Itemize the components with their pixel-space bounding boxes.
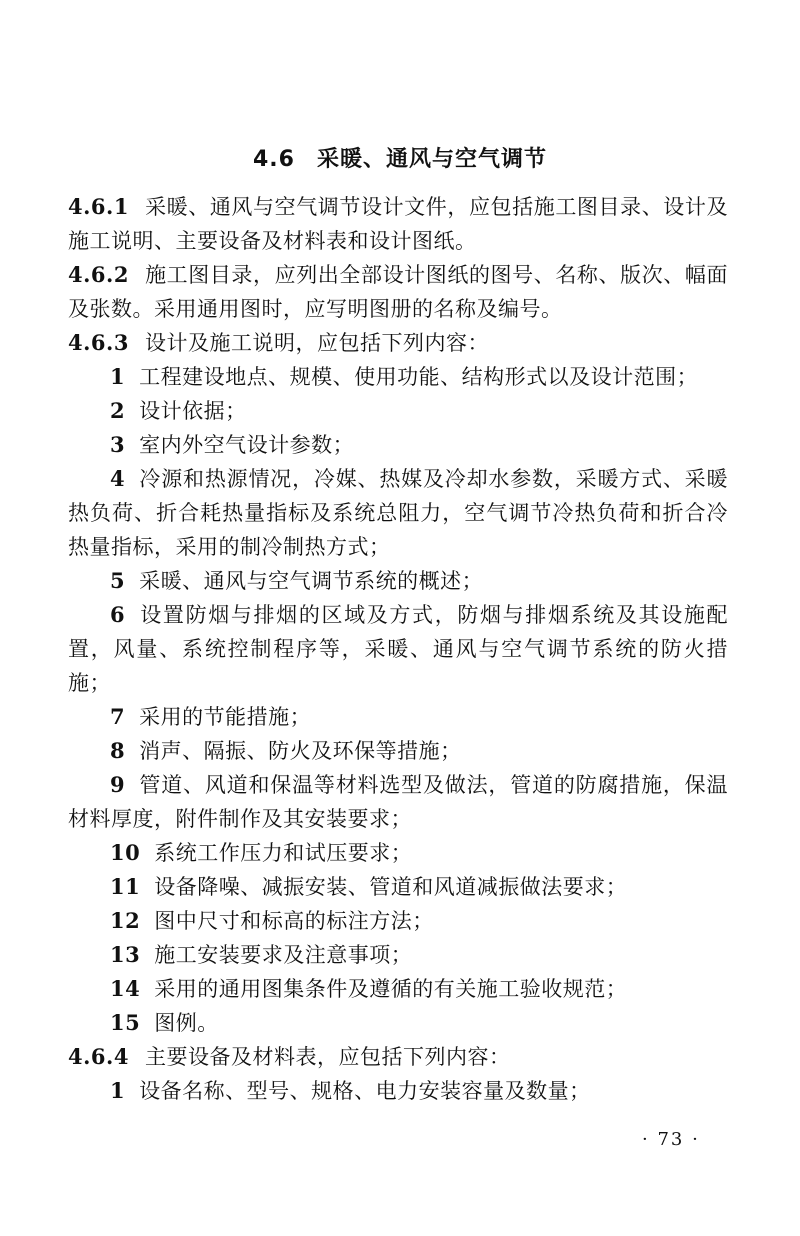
list-item: [68, 598, 728, 700]
list-item: [68, 428, 728, 462]
clause-number: 4.6.3: [68, 330, 129, 355]
clause-text: 设计及施工说明，应包括下列内容：: [144, 331, 489, 355]
list-item: [68, 870, 728, 904]
page-number: · 73 ·: [642, 1129, 700, 1150]
item-number: 6: [110, 602, 126, 627]
item-number: 3: [110, 432, 126, 457]
item-text: 图中尺寸和标高的标注方法；: [154, 909, 434, 933]
list-item: [68, 836, 728, 870]
item-text: 设置防烟与排烟的区域及方式，防烟与排烟系统及其设施配置，风量、系统控制程序等，采暖、通风与空气调节系统的防火措施；: [68, 603, 728, 695]
list-item: [68, 904, 728, 938]
item-number: 11: [110, 874, 141, 899]
section-heading: [0, 142, 800, 173]
item-number: 8: [110, 738, 126, 763]
item-text: 室内外空气设计参数；: [139, 433, 355, 457]
clause-text: 主要设备及材料表，应包括下列内容：: [144, 1045, 511, 1069]
list-item: [68, 564, 728, 598]
item-number: 10: [110, 840, 141, 865]
item-number: 5: [110, 568, 126, 593]
list-item: [68, 1074, 728, 1108]
clause-text: 施工图目录，应列出全部设计图纸的图号、名称、版次、幅面及张数。采用通用图时，应写明图册的名称及编号。: [68, 263, 728, 321]
clause-text: 采暖、通风与空气调节设计文件，应包括施工图目录、设计及施工说明、主要设备及材料表和设计图纸。: [68, 195, 728, 253]
item-number: 12: [110, 908, 141, 933]
clause-number: 4.6.1: [68, 194, 129, 219]
item-number: 2: [110, 398, 126, 423]
item-text: 设备降噪、减振安装、管道和风道减振做法要求；: [154, 875, 628, 899]
item-number: 7: [110, 704, 126, 729]
list-item: [68, 360, 728, 394]
section-number: 4.6: [253, 147, 295, 172]
list-item: [68, 1006, 728, 1040]
clause-4-6-3: [68, 326, 728, 360]
item-text: 采用的节能措施；: [139, 705, 312, 729]
list-item: [68, 938, 728, 972]
section-title: 采暖、通风与空气调节: [316, 147, 547, 172]
item-text: 设计依据；: [139, 399, 247, 423]
item-text: 设备名称、型号、规格、电力安装容量及数量；: [139, 1079, 591, 1103]
item-number: 15: [110, 1010, 141, 1035]
item-text: 图例。: [154, 1011, 219, 1035]
item-number: 1: [110, 364, 126, 389]
list-item: [68, 768, 728, 836]
list-item: [68, 700, 728, 734]
item-text: 冷源和热源情况，冷媒、热媒及冷却水参数，采暖方式、采暖热负荷、折合耗热量指标及系统总阻力，空气调节冷热负荷和折合冷热量指标，采用的制冷制热方式；: [68, 467, 728, 559]
clause-number: 4.6.4: [68, 1044, 129, 1069]
item-text: 采暖、通风与空气调节系统的概述；: [139, 569, 484, 593]
item-number: 14: [110, 976, 141, 1001]
clause-4-6-2: [68, 258, 728, 326]
item-text: 消声、隔振、防火及环保等措施；: [139, 739, 462, 763]
item-text: 工程建设地点、规模、使用功能、结构形式以及设计范围；: [139, 365, 699, 389]
clause-4-6-1: [68, 190, 728, 258]
document-body: [68, 190, 728, 1108]
item-number: 4: [110, 466, 126, 491]
clause-number: 4.6.2: [68, 262, 129, 287]
list-item: [68, 972, 728, 1006]
item-number: 1: [110, 1078, 126, 1103]
item-number: 9: [110, 772, 126, 797]
item-text: 管道、风道和保温等材料选型及做法，管道的防腐措施，保温材料厚度，附件制作及其安装要求；: [68, 773, 728, 831]
list-item: [68, 462, 728, 564]
item-number: 13: [110, 942, 141, 967]
item-text: 采用的通用图集条件及遵循的有关施工验收规范；: [154, 977, 628, 1001]
item-text: 施工安装要求及注意事项；: [154, 943, 413, 967]
clause-4-6-4: [68, 1040, 728, 1074]
list-item: [68, 734, 728, 768]
list-item: [68, 394, 728, 428]
item-text: 系统工作压力和试压要求；: [154, 841, 413, 865]
